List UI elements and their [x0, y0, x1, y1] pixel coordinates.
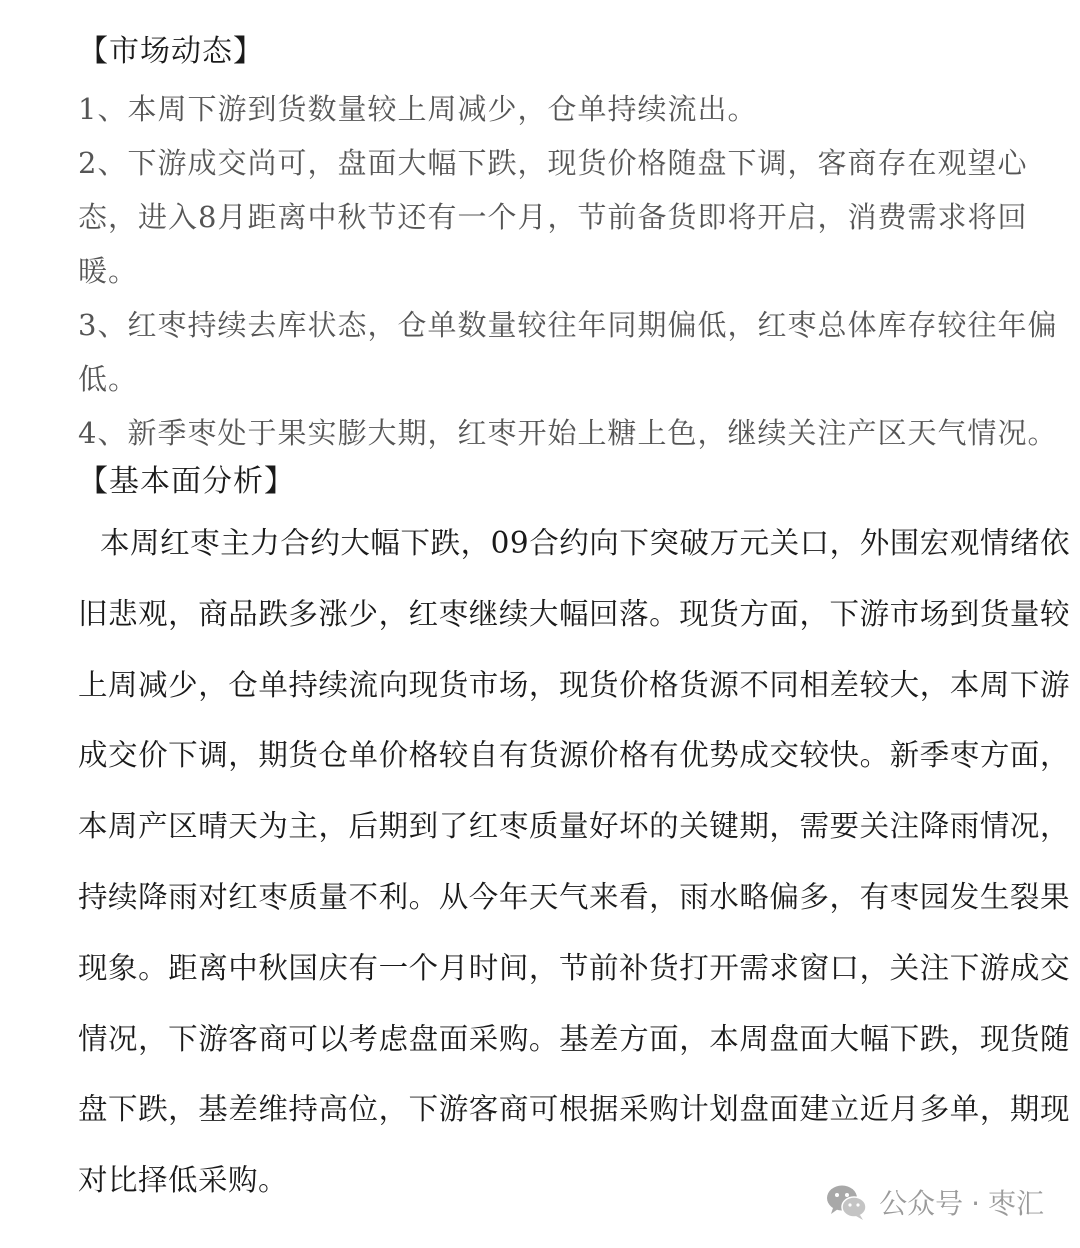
wechat-icon — [825, 1182, 869, 1222]
fundamental-analysis-heading: 【基本面分析】 — [78, 464, 295, 499]
fundamental-analysis-paragraph: 本周红枣主力合约大幅下跌，09合约向下突破万元关口，外围宏观情绪依旧悲观，商品跌多涨少，红枣继续大幅回落。现货方面，下游市场到货量较上周减少，仓单持续流向现货市场，现货价格货源不同相差较大，本周下游成交价下调，期货仓单价格较自有货源价格有优势成交较快。新季枣方面，本周产区晴天为主，后期到了红枣质量好坏的关键期，需要关注降雨情况，持续降雨对红枣质量不利。从今年天气来看，雨水略偏多，有枣园发生裂果现象。距离中秋国庆有一个月时间，节前补货打开需求窗口，关注下游成交情况，下游客商可以考虑盘面采购。基差方面，本周盘面大幅下跌，现货随盘下跌，基差维持高位，下游客商可根据采购计划盘面建立近月多单，期现对比择低采购。 — [78, 526, 1070, 1198]
watermark-prefix: 公众号 — [879, 1187, 964, 1220]
market-item-3: 3、红枣持续去库状态，仓单数量较往年同期偏低，红枣总体库存较往年偏低。 — [78, 308, 1058, 396]
wechat-watermark — [825, 1180, 1044, 1224]
market-item-4: 4、新季枣处于果实膨大期，红枣开始上糖上色，继续关注产区天气情况。 — [78, 416, 1058, 450]
market-dynamics-list — [78, 82, 1068, 460]
watermark-account: 枣汇 — [987, 1187, 1044, 1220]
market-item-2: 2、下游成交尚可，盘面大幅下跌，现货价格随盘下调，客商存在观望心态，进入8月距离中秋节还有一个月，节前备货即将开启，消费需求将回暖。 — [78, 146, 1028, 288]
watermark-separator: · — [971, 1187, 980, 1220]
market-item-1: 1、本周下游到货数量较上周减少，仓单持续流出。 — [78, 92, 758, 126]
market-dynamics-heading: 【市场动态】 — [78, 34, 264, 69]
